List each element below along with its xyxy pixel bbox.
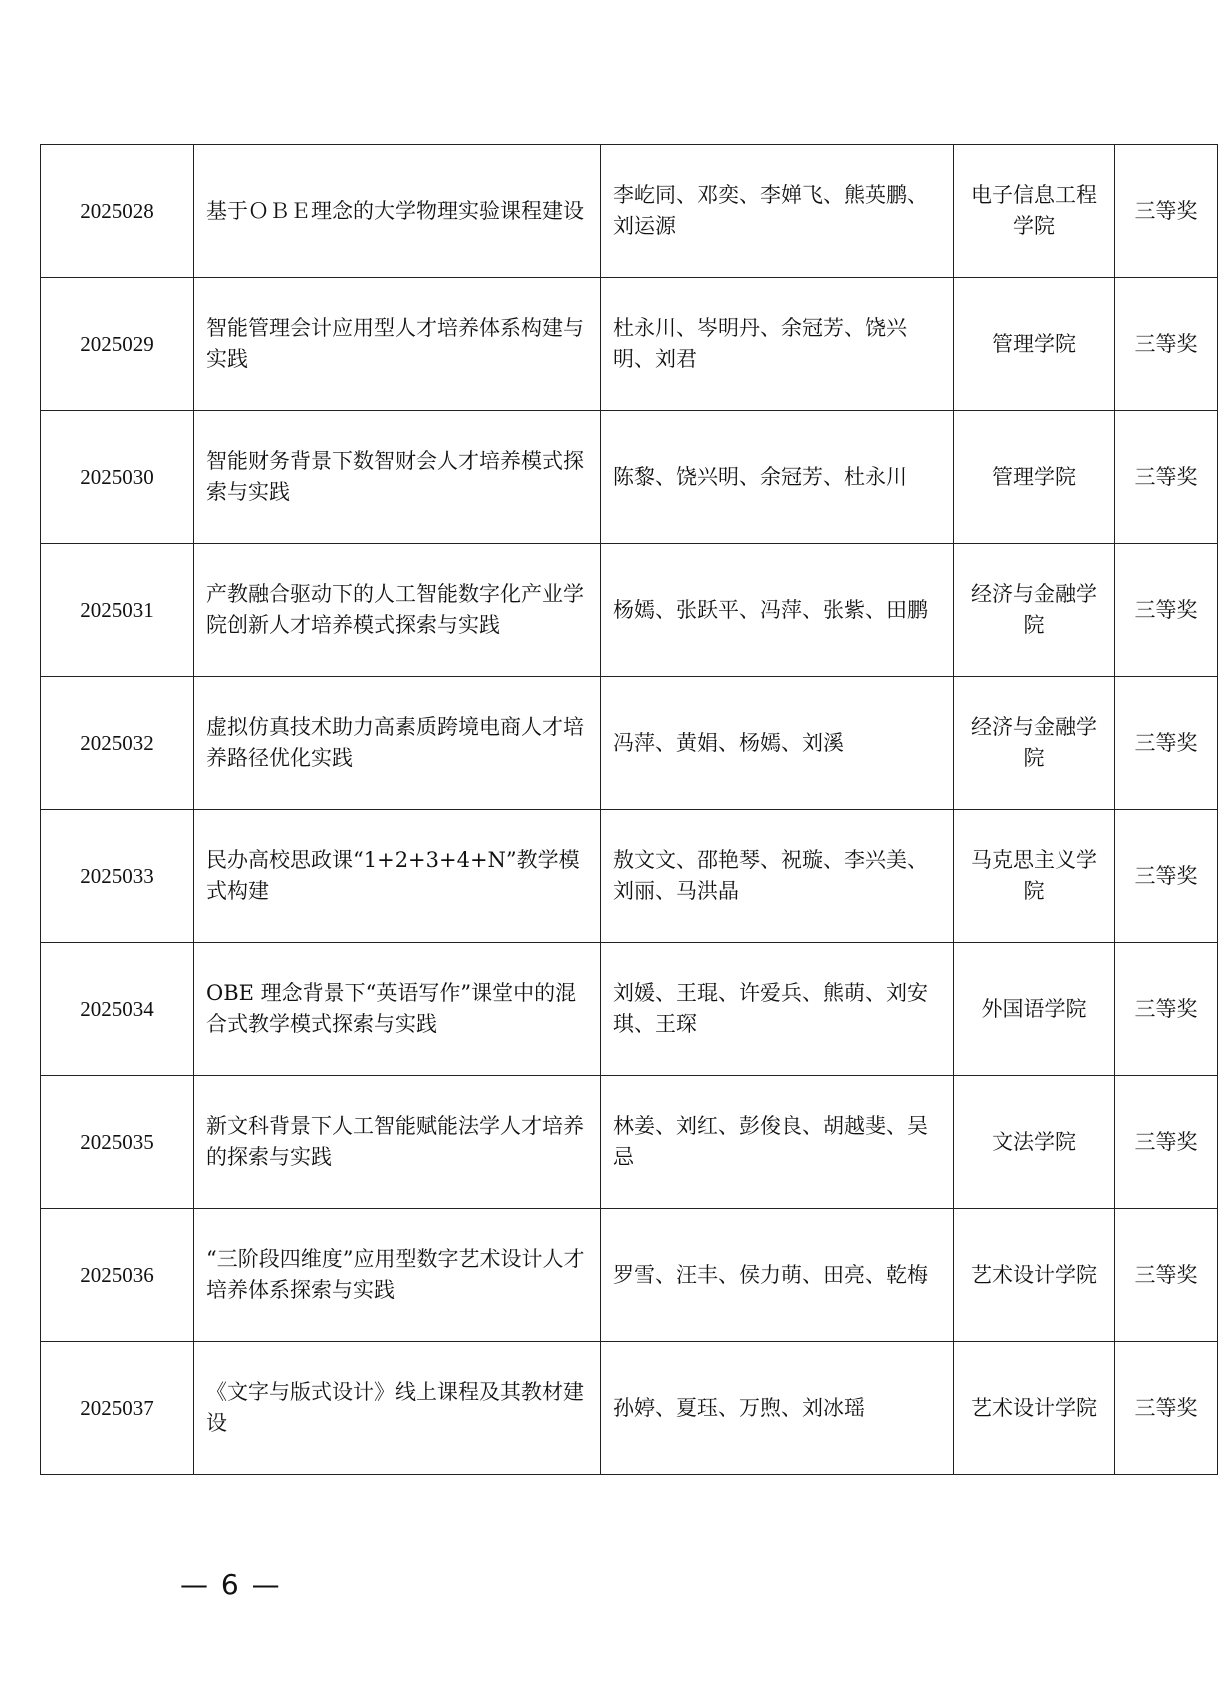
project-title-text: 智能管理会计应用型人才培养体系构建与实践 — [206, 316, 584, 371]
project-members-text: 李屹同、邓奕、李婵飞、熊英鹏、刘运源 — [613, 183, 928, 238]
project-title-text: 智能财务背景下数智财会人才培养模式探索与实践 — [206, 449, 584, 504]
project-title — [194, 411, 601, 544]
table-row — [41, 810, 1218, 943]
project-id: 2025037 — [41, 1342, 194, 1475]
project-college — [954, 1076, 1115, 1209]
project-college-text: 经济与金融学院 — [971, 582, 1097, 637]
project-members-text: 林姜、刘红、彭俊良、胡越斐、吴忌 — [613, 1114, 928, 1169]
project-id: 2025029 — [41, 278, 194, 411]
project-members — [601, 411, 954, 544]
project-college-text: 外国语学院 — [981, 996, 1087, 1021]
project-college — [954, 544, 1115, 677]
project-members-text: 刘媛、王琨、许爱兵、熊萌、刘安琪、王琛 — [613, 981, 928, 1036]
project-award: 三等奖 — [1115, 145, 1218, 278]
project-members-text: 孙婷、夏珏、万煦、刘冰瑶 — [613, 1395, 865, 1420]
table-row — [41, 145, 1218, 278]
project-title — [194, 1076, 601, 1209]
project-title — [194, 145, 601, 278]
project-members-text: 陈黎、饶兴明、余冠芳、杜永川 — [613, 464, 907, 489]
project-id: 2025028 — [41, 145, 194, 278]
project-college — [954, 1342, 1115, 1475]
project-title — [194, 1209, 601, 1342]
project-college — [954, 677, 1115, 810]
project-award: 三等奖 — [1115, 411, 1218, 544]
project-award: 三等奖 — [1115, 677, 1218, 810]
project-title — [194, 677, 601, 810]
project-title-text: OBE 理念背景下“英语写作”课堂中的混合式教学模式探索与实践 — [206, 981, 577, 1036]
project-members — [601, 810, 954, 943]
awards-table-body — [41, 145, 1218, 1475]
project-college — [954, 145, 1115, 278]
project-award: 三等奖 — [1115, 1342, 1218, 1475]
project-members-text: 罗雪、汪丰、侯力萌、田亮、乾梅 — [613, 1262, 928, 1287]
project-award: 三等奖 — [1115, 1076, 1218, 1209]
project-members — [601, 1209, 954, 1342]
table-row — [41, 411, 1218, 544]
project-title-text: 基于ＯＢＥ理念的大学物理实验课程建设 — [206, 198, 584, 223]
project-award: 三等奖 — [1115, 810, 1218, 943]
table-row — [41, 1209, 1218, 1342]
project-title-text: 虚拟仿真技术助力高素质跨境电商人才培养路径优化实践 — [206, 715, 584, 770]
project-members — [601, 1076, 954, 1209]
project-members — [601, 544, 954, 677]
project-members — [601, 145, 954, 278]
project-id: 2025034 — [41, 943, 194, 1076]
project-id: 2025032 — [41, 677, 194, 810]
project-college-text: 电子信息工程学院 — [971, 183, 1097, 238]
project-id: 2025036 — [41, 1209, 194, 1342]
project-college-text: 艺术设计学院 — [971, 1262, 1097, 1287]
project-title — [194, 544, 601, 677]
project-members-text: 杜永川、岑明丹、余冠芳、饶兴明、刘君 — [613, 316, 907, 371]
project-members-text: 敖文文、邵艳琴、祝璇、李兴美、刘丽、马洪晶 — [613, 848, 928, 903]
project-college-text: 管理学院 — [992, 331, 1076, 356]
awards-table — [40, 144, 1218, 1475]
project-title-text: “三阶段四维度”应用型数字艺术设计人才培养体系探索与实践 — [206, 1247, 585, 1302]
table-row — [41, 544, 1218, 677]
table-row — [41, 1076, 1218, 1209]
project-college-text: 马克思主义学院 — [971, 848, 1097, 903]
project-id: 2025030 — [41, 411, 194, 544]
project-members — [601, 278, 954, 411]
project-title — [194, 1342, 601, 1475]
project-id: 2025031 — [41, 544, 194, 677]
project-college — [954, 943, 1115, 1076]
table-row — [41, 1342, 1218, 1475]
project-award: 三等奖 — [1115, 544, 1218, 677]
project-title-text: 民办高校思政课“1+2+3+4+N”教学模式构建 — [206, 848, 580, 903]
table-row — [41, 943, 1218, 1076]
project-college-text: 艺术设计学院 — [971, 1395, 1097, 1420]
project-college — [954, 1209, 1115, 1342]
page-number: — 6 — — [180, 1568, 282, 1601]
project-award: 三等奖 — [1115, 278, 1218, 411]
project-members-text: 杨嫣、张跃平、冯萍、张紫、田鹏 — [613, 597, 928, 622]
project-members-text: 冯萍、黄娟、杨嫣、刘溪 — [613, 730, 844, 755]
project-college — [954, 278, 1115, 411]
project-college — [954, 810, 1115, 943]
project-title-text: 新文科背景下人工智能赋能法学人才培养的探索与实践 — [206, 1114, 584, 1169]
table-row — [41, 278, 1218, 411]
project-title-text: 产教融合驱动下的人工智能数字化产业学院创新人才培养模式探索与实践 — [206, 582, 584, 637]
table-row — [41, 677, 1218, 810]
project-members — [601, 677, 954, 810]
project-title — [194, 943, 601, 1076]
project-title — [194, 810, 601, 943]
project-award: 三等奖 — [1115, 1209, 1218, 1342]
project-college — [954, 411, 1115, 544]
project-award: 三等奖 — [1115, 943, 1218, 1076]
project-members — [601, 1342, 954, 1475]
project-college-text: 文法学院 — [992, 1129, 1076, 1154]
project-college-text: 经济与金融学院 — [971, 715, 1097, 770]
project-id: 2025033 — [41, 810, 194, 943]
project-title — [194, 278, 601, 411]
project-members — [601, 943, 954, 1076]
project-id: 2025035 — [41, 1076, 194, 1209]
project-title-text: 《文字与版式设计》线上课程及其教材建设 — [206, 1380, 584, 1435]
project-college-text: 管理学院 — [992, 464, 1076, 489]
